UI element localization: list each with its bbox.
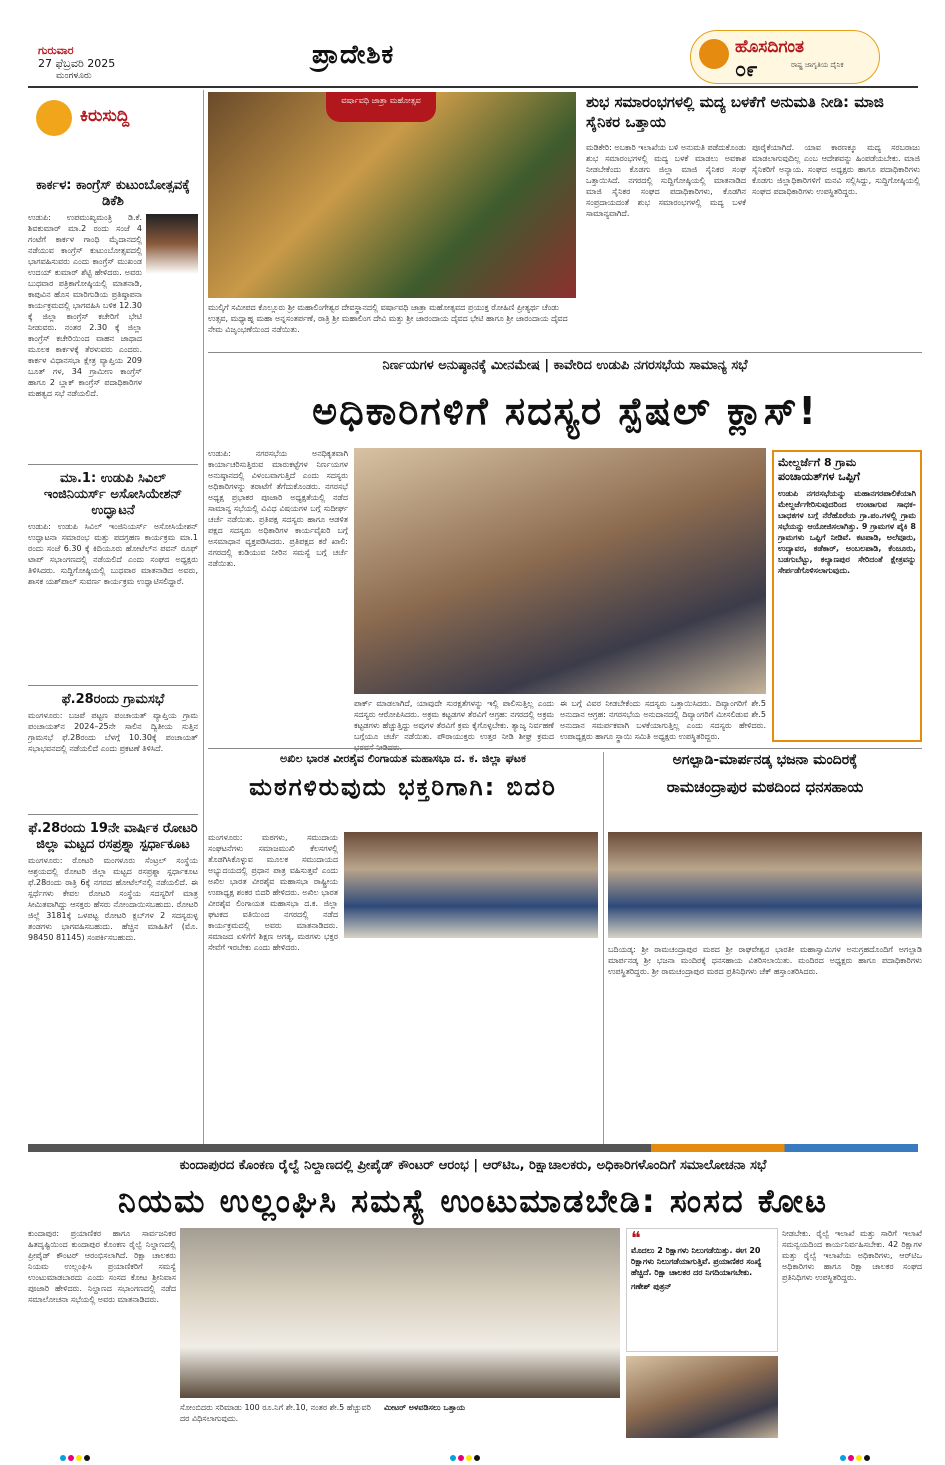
section-title: ಪ್ರಾದೇಶಿಕ [312,40,395,70]
bottom-kicker: ಕುಂದಾಪುರದ ಕೊಂಕಣ ರೈಲ್ವೆ ನಿಲ್ದಾಣದಲ್ಲಿ ಪ್ರೀಪೈಡ್ ಕೌಂಟರ್ ಆರಂಭ | ಆರ್‌ಟಿಒ, ರಿಕ್ಷಾಚಾಲಕರು, ಅಧಿಕಾರಿಗಳೊಂದಿಗೆ ಸಮಾಲೋಚನಾ ಸಭೆ [179,1158,767,1173]
main-body-left: ಉಡುಪಿ: ನಗರಸಭೆಯ ಅನಧಿಕೃತವಾಗಿ ಕಾರ್ಯಾಚರಿಸುತ್ತಿರುವ ಮಾರುಕಟ್ಟೆಗಳ ನಿರ್ಣಯಗಳ ಅನುಷ್ಠಾನದಲ್ಲಿ ವಿಳಂಬವಾಗುತ್ತಿದೆ ಎಂದು ಸದಸ್ಯರು ಅಧಿಕಾರಿಗಳನ್ನು ತರಾಟೆಗೆ ತೆಗೆದುಕೊಂಡರು. ನಗರಸಭೆ ಅಧ್ಯಕ್ಷ ಪ್ರಭಾಕರ ಪೂಜಾರಿ ಅಧ್ಯಕ್ಷತೆಯಲ್ಲಿ ನಡೆದ ಸಾಮಾನ್ಯ ಸಭೆಯಲ್ಲಿ ವಿವಿಧ ವಿಷಯಗಳ ಬಗ್ಗೆ ಸುದೀರ್ಘ ಚರ್ಚೆ ನಡೆಯಿತು. ಪ್ರತಿಪಕ್ಷ ಸದಸ್ಯರು ಹಾಗೂ ಆಡಳಿತ ಪಕ್ಷದ ಸದಸ್ಯರು ಅಧಿಕಾರಿಗಳ ಕಾರ್ಯವೈಖರಿ ಬಗ್ಗೆ ಅಸಮಾಧಾನ ವ್ಯಕ್ತಪಡಿಸಿದರು. ಪ್ರತಿಪಕ್ಷದ ಕರೆ ಖಾಲಿ: ನಗರದಲ್ಲಿ ಕುಡಿಯುವ ನೀರಿನ ಸಮಸ್ಯೆ ಬಗ್ಗೆ ಚರ್ಚೆ ನಡೆಯಿತು. [208,449,348,568]
dateline [38,44,115,83]
page-number: ೦೯ [735,57,758,81]
quote-box [626,1228,778,1352]
mid-right-kicker: ಅಗಲ್ಪಾಡಿ-ಮಾರ್ಪನಡ್ಕ ಭಜನಾ ಮಂದಿರಕ್ಕೆ [672,752,858,768]
brief-body-1: ಉಡುಪಿ: ಉಪಮುಖ್ಯಮಂತ್ರಿ ಡಿ.ಕೆ. ಶಿವಕುಮಾರ್ ಮಾ.2 ರಂದು ಸಂಜೆ 4 ಗಂಟೆಗೆ ಕಾರ್ಕಳ ಗಾಂಧಿ ಮೈದಾನದಲ್ಲಿ ನಡೆಯುವ ಕಾಂಗ್ರೆಸ್ ಕುಟುಂಬೋತ್ಸವದಲ್ಲಿ ಭಾಗವಹಿಸುವರು ಎಂದು ಕಾಂಗ್ರೆಸ್ ಮುಖಂಡ ಉದಯ್ ಕುಮಾರ್ ಶೆಟ್ಟಿ ಹೇಳಿದರು. ಅವರು ಬುಧವಾರ ಪತ್ರಿಕಾಗೋಷ್ಠಿಯಲ್ಲಿ ಮಾತನಾಡಿ, ಕಾಪುವಿನ ಹೊಸ ಮಾರಿಗುಡಿಯ ಪ್ರತಿಷ್ಠಾಪನಾ ಕಾರ್ಯಕ್ರಮದಲ್ಲಿ ಭಾಗವಹಿಸಿ ಬಳಿಕ 12.30 ಕ್ಕೆ ಜಿಲ್ಲಾ ಕಾಂಗ್ರೆಸ್ ಕಚೇರಿಗೆ ಭೇಟಿ ನೀಡುವರು. ನಂತರ 2.30 ಕ್ಕೆ ಜಿಲ್ಲಾ ಕಾಂಗ್ರೆಸ್ ಕಚೇರಿಯಿಂದ ವಾಹನ ಜಾಥಾದ ಮೂಲಕ ಕಾರ್ಕಳಕ್ಕೆ ತೆರಳುವರು ಎಂದರು. ಕಾರ್ಕಳ ವಿಧಾನಸಭಾ ಕ್ಷೇತ್ರ ವ್ಯಾಪ್ತಿಯ 209 ಬೂತ್ ಗಳ, 34 ಗ್ರಾಮೀಣ ಕಾಂಗ್ರೆಸ್ ಹಾಗೂ 2 ಬ್ಲಾಕ್ ಕಾಂಗ್ರೆಸ್ ಪದಾಧಿಕಾರಿಗಳ ಮಹತ್ವದ ಸಭೆ ನಡೆಯಲಿದೆ. [28,213,142,398]
hand-icon [36,100,72,136]
brief-heading-2: ಮಾ.1: ಉಡುಪಿ ಸಿವಿಲ್ ಇಂಜಿನಿಯರ್ಸ್ ಅಸೋಸಿಯೇಶನ್ ಉದ್ಘಾಟನೆ [43,471,183,518]
main-headline: ಅಧಿಕಾರಿಗಳಿಗೆ ಸದಸ್ಯರ ಸ್ಪೆಷಲ್ ಕ್ಲಾಸ್! [312,389,818,433]
brief-heading-4: ಫೆ.28ರಂದು 19ನೇ ವಾರ್ಷಿಕ ರೋಟರಿ ಜಿಲ್ಲಾ ಮಟ್ಟದ ರಸಪ್ರಶ್ನಾ ಸ್ಪರ್ಧಾಕೂಟ [28,821,198,852]
mid-left-body: ಮಂಗಳೂರು: ಮಠಗಳು, ಸಮುದಾಯ ಸಂಘಟನೆಗಳು ಸಮಾಜಮುಖಿ ಕೆಲಸಗಳಲ್ಲಿ ತೊಡಗಿಸಿಕೊಳ್ಳುವ ಮೂಲಕ ಸಮುದಾಯದ ಅಭ್ಯುದಯದಲ್ಲಿ ಪ್ರಧಾನ ಪಾತ್ರ ವಹಿಸುತ್ತವೆ ಎಂದು ಅಖಿಲ ಭಾರತ ವೀರಶೈವ ಮಹಾಸಭಾ ರಾಷ್ಟ್ರೀಯ ಉಪಾಧ್ಯಕ್ಷ ಶಂಕರ ಬಿದರಿ ಹೇಳಿದರು. ಅಖಿಲ ಭಾರತ ವೀರಶೈವ ಲಿಂಗಾಯತ ಮಹಾಸಭಾ ದ.ಕ. ಜಿಲ್ಲಾ ಘಟಕದ ವತಿಯಿಂದ ನಗರದಲ್ಲಿ ನಡೆದ ಕಾರ್ಯಕ್ರಮದಲ್ಲಿ ಅವರು ಮಾತನಾಡಿದರು. ಸಮಾಜದ ಏಳಿಗೆಗೆ ಶಿಕ್ಷಣ ಅಗತ್ಯ, ಮಠಗಳು ಭಕ್ತರ ಸೇವೆಗೆ ಇರಬೇಕು ಎಂದು ಹೇಳಿದರು. [208,833,338,952]
side-box [772,450,922,742]
main-body-mid: ಪಾರ್ಕ್ ಮಾಡಲಾಗಿದೆ, ಯಾವುದೇ ಸುರಕ್ಷತೆಗಳನ್ನು ಇಲ್ಲಿ ಪಾಲಿಸುತ್ತಿಲ್ಲ ಎಂದು ಸದಸ್ಯರು ಆರೋಪಿಸಿದರು. ಅಕ್ರಮ ಕಟ್ಟಡಗಳ ತೆರವಿಗೆ ಆಗ್ರಹ: ನಗರದಲ್ಲಿ ಅಕ್ರಮ ಕಟ್ಟಡಗಳು ಹೆಚ್ಚುತ್ತಿದ್ದು ಅವುಗಳ ತೆರವಿಗೆ ಕ್ರಮ ಕೈಗೊಳ್ಳಬೇಕು. ತ್ಯಾಜ್ಯ ನಿರ್ವಹಣೆ ಬಗ್ಗೆಯೂ ಚರ್ಚೆ ನಡೆಯಿತು. ಪೌರಾಯುಕ್ತರು ಉತ್ತರ ನೀಡಿ ಶೀಘ್ರ ಕ್ರಮದ [354,699,554,741]
council-meeting-photo [354,448,766,694]
column-rule [203,90,204,1148]
mid-right-body: ಬದಿಯಡ್ಕ: ಶ್ರೀ ರಾಮಚಂದ್ರಾಪುರ ಮಠದ ಶ್ರೀ ರಾಘವೇಶ್ವರ ಭಾರತೀ ಮಹಾಸ್ವಾಮಿಗಳ ಅನುಗ್ರಹದೊಂದಿಗೆ ಅಗಲ್ಪಾಡಿ ಮಾರ್ಪನಡ್ಕ ಶ್ರೀ ಭಜನಾ ಮಂದಿರಕ್ಕೆ ಧನಸಹಾಯ ವಿತರಿಸಲಾಯಿತು. ಮಂದಿರದ ಅಧ್ಯಕ್ಷರು ಹಾಗೂ ಪದಾಧಿಕಾರಿಗಳು ಉಪಸ್ಥಿತರಿದ್ದರು. ಶ್ರೀ ರಾಮಚಂದ್ರಾಪುರ ಮಠದ ಪ್ರತಿನಿಧಿಗಳು ಚೆಕ್ ಹಸ್ತಾಂತರಿಸಿದರು. [608,945,922,976]
header-rule [28,86,918,88]
reg-dots-mid [450,1446,482,1465]
bottom-body-right: ನೀಡಬೇಕು. ರೈಲ್ವೆ ಇಲಾಖೆ ಮತ್ತು ಸಾರಿಗೆ ಇಲಾಖೆ ಸಮನ್ವಯದಿಂದ ಕಾರ್ಯನಿರ್ವಹಿಸಬೇಕು. 42 ರಿಕ್ಷಾಗಳ ಮತ್ತು ರೈಲ್ವೆ ಇಲಾಖೆಯ ಅಧಿಕಾರಿಗಳು, ಆರ್‌ಟಿಒ ಅಧಿಕಾರಿಗಳು ಹಾಗೂ ರಿಕ್ಷಾ ಚಾಲಕರ ಸಂಘದ ಪ್ರತಿನಿಧಿಗಳು ಉಪಸ್ಥಿತರಿದ್ದರು. [782,1229,922,1282]
brief-body-2: ಉಡುಪಿ: ಉಡುಪಿ ಸಿವಿಲ್ ಇಂಜಿನಿಯರ್ಸ್ ಅಸೋಸಿಯೇಶನ್ ಉದ್ಘಾಟನಾ ಸಮಾರಂಭ ಮತ್ತು ಪದಗ್ರಹಣ ಕಾರ್ಯಕ್ರಮ ಮಾ.1 ರಂದು ಸಂಜೆ 6.30 ಕ್ಕೆ ಕಿದಿಯೂರು ಹೋಟೆಲ್‌ನ ಪವನ್ ರೂಫ್ ಟಾಪ್ ಸಭಾಂಗಣದಲ್ಲಿ ನಡೆಯಲಿದೆ ಎಂದು ಸಂಘದ ಅಧ್ಯಕ್ಷರು ತಿಳಿಸಿದರು. ಸುದ್ದಿಗೋಷ್ಠಿಯಲ್ಲಿ ಬುಧವಾರ ಮಾತನಾಡಿದ ಅವರು, ಶಾಸಕ ಯಶ್‌ಪಾಲ್ ಸುವರ್ಣ ಕಾರ್ಯಕ್ರಮ ಉದ್ಘಾಟಿಸಲಿದ್ದಾರೆ. [28,522,198,586]
dk-shivakumar-photo [146,214,198,274]
reg-dots-left [60,1446,92,1465]
side-box-body: ಉಡುಪಿ ನಗರಸಭೆಯನ್ನು ಮಹಾನಗರಪಾಲಿಕೆಯಾಗಿ ಮೇಲ್ದರ್ಜೆಗೇರಿಸುವುದರಿಂದ ಉಂಟಾಗುವ ಸಾಧಕ-ಬಾಧಕಗಳ ಬಗ್ಗೆ ನೆರೆಹೊರೆಯ ಗ್ರಾ.ಪಂ.ಗಳಲ್ಲಿ ಗ್ರಾಮ ಸಭೆಯನ್ನು ಆಯೋಜಿಸಲಾಗಿತ್ತು. 9 ಗ್ರಾಮಗಳ ಪೈಕಿ 8 ಗ್ರಾಮಗಳು ಒಪ್ಪಿಗೆ ನೀಡಿವೆ. ಕಟಪಾಡಿ, ಅಲೆವೂರು, ಉದ್ಯಾವರ, ಕಡೆಕಾರ್, ಅಂಬಲಪಾಡಿ, ಕೆಂಜೂರು, ಬಡಗುಬೆಟ್ಟು, ಕಲ್ಯಾಣಪುರ ಸೇರಿದಂತೆ ಕ್ಷೇತ್ರವನ್ನು ಸೇರ್ಪಡೆಗೊಳಿಸಲಾಗುವುದು. [778,489,916,575]
reg-dots-right [840,1446,872,1465]
bottom-caption-2: ಮೀಟರ್ ಅಳವಡಿಸಲು ಒತ್ತಾಯ [384,1403,466,1412]
top-right-headline: ಶುಭ ಸಮಾರಂಭಗಳಲ್ಲಿ ಮದ್ಯ ಬಳಕೆಗೆ ಅನುಮತಿ ನೀಡಿ: ಮಾಜಿ ಸೈನಿಕರ ಒತ್ತಾಯ [586,93,884,131]
brief-body-3: ಮಂಗಳೂರು: ಬಜಪೆ ಪಟ್ಟಣ ಪಂಚಾಯತ್ ವ್ಯಾಪ್ತಿಯ ಗ್ರಾಮ ಪಂಚಾಯತ್‌ನ 2024–25ನೇ ಸಾಲಿನ ದ್ವಿತೀಯ ಸುತ್ತಿನ ಗ್ರಾಮಸಭೆ ಫೆ.28ರಂದು ಬೆಳಗ್ಗೆ 10.30ಕ್ಕೆ ಪಂಚಾಯತ್ ಸಭಾಭವನದಲ್ಲಿ ನಡೆಯಲಿದೆ ಎಂದು ಪ್ರಕಟಣೆ ತಿಳಿಸಿದೆ. [28,711,198,753]
bottom-body-left: ಕುಂದಾಪುರ: ಪ್ರಯಾಣಿಕರ ಹಾಗೂ ಸಾರ್ವಜನಿಕರ ಹಿತದೃಷ್ಟಿಯಿಂದ ಕುಂದಾಪುರ ಕೊಂಕಣ ರೈಲ್ವೆ ನಿಲ್ದಾಣದಲ್ಲಿ ಪ್ರೀಪೈಡ್ ಕೌಂಟರ್ ಆರಂಭಿಸಲಾಗಿದೆ. ರಿಕ್ಷಾ ಚಾಲಕರು ನಿಯಮ ಉಲ್ಲಂಘಿಸಿ ಪ್ರಯಾಣಿಕರಿಗೆ ಸಮಸ್ಯೆ ಉಂಟುಮಾಡಬಾರದು ಎಂದು ಸಂಸದ ಕೋಟ ಶ್ರೀನಿವಾಸ ಪೂಜಾರಿ ಹೇಳಿದರು. ನಿಲ್ದಾಣದ ಸಭಾಂಗಣದಲ್ಲಿ ನಡೆದ ಸಮಾಲೋಚನಾ ಸಭೆಯಲ್ಲಿ ಅವರು ಮಾತನಾಡಿದರು. [28,1229,176,1304]
day: ಗುರುವಾರ [38,44,74,57]
date: 27 ಫೆಬ್ರವರಿ 2025 [38,57,116,70]
logo-mark-icon [699,39,729,69]
bottom-caption-1: ಸೋಂಬಿದರು ಸರಿಮಾಡು 100 ರೂ.ನಿಗೆ ಶೇ.10, ನಂತರ ಶೇ.5 ಹೆಚ್ಚುವರಿ ದರ ವಿಧಿಸಲಾಗುವುದು. [180,1403,371,1423]
bhajana-mandira-photo [608,832,922,938]
meeting-photo [180,1228,620,1398]
mid-left-headline: ಮಠಗಳಿರುವುದು ಭಕ್ತರಿಗಾಗಿ: ಬಿದರಿ [249,773,557,801]
column-rule-2 [603,752,604,1148]
left-column [28,176,198,1105]
top-right-body-1: ಮಡಿಕೇರಿ: ಅಬಕಾರಿ ಇಲಾಖೆಯ ಬಳಿ ಅನುಮತಿ ಪಡೆದುಕೊಂಡು ಶುಭ ಸಮಾರಂಭಗಳಲ್ಲಿ ಮದ್ಯ ಬಳಕೆ ಮಾಡಲು ಅವಕಾಶ ನೀಡಬೇಕೆಂದು ಕೊಡಗು ಜಿಲ್ಲಾ ಮಾಜಿ ಸೈನಿಕರ ಸಂಘ ಒತ್ತಾಯಿಸಿದೆ. ನಗರದಲ್ಲಿ ಸುದ್ದಿಗೋಷ್ಠಿಯಲ್ಲಿ ಮಾತನಾಡಿದ ಮಾಜಿ ಸೈನಿಕರ ಸಂಘದ ಪದಾಧಿಕಾರಿಗಳು, ಕೊಡಗಿನ ಸಂಪ್ರದಾಯದಂತೆ ಶುಭ ಸಮಾರಂಭಗಳಲ್ಲಿ ಮದ್ಯ ಬಳಕೆ ಸಾಮಾನ್ಯವಾಗಿದೆ. [586,143,746,218]
kiru-suddi-header [28,98,198,142]
brief-heading-1: ಕಾರ್ಕಳ: ಕಾಂಗ್ರೆಸ್ ಕುಟುಂಬೋತ್ಸವಕ್ಕೆ ಡಿಕೆಶಿ [36,178,190,209]
side-box-heading: ಮೇಲ್ದರ್ಜೆಗೆ 8 ಗ್ರಾಮ ಪಂಚಾಯತ್‌ಗಳ ಒಪ್ಪಿಗೆ [778,456,860,483]
mid-left-kicker: ಅಖಿಲ ಭಾರತ ವೀರಶೈವ ಲಿಂಗಾಯತ ಮಹಾಸಭಾ ದ. ಕ. ಜಿಲ್ಲಾ ಘಟಕ [280,752,526,765]
brief-heading-3: ಫೆ.28ರಂದು ಗ್ರಾಮಸಭೆ [61,692,165,707]
photo-badge: ವರ್ಷಾವಧಿ ಜಾತ್ರಾ ಮಹೋತ್ಸವ [326,92,436,122]
top-right-body-2: ಪೂರೈಕೆಯಾಗಿದೆ. ಯಾವ ಕಾರಣಕ್ಕೂ ಮದ್ಯ ಸರಬರಾಜು ಮಾಡಲಾಗುವುದಿಲ್ಲ ಎಂಬ ಆದೇಶವನ್ನು ಹಿಂಪಡೆಯಬೇಕು. ಮಾಜಿ ಸೈನಿಕರಿಗೆ ಅನ್ಯಾಯ. ಸಂಘದ ಅಧ್ಯಕ್ಷರು ಹಾಗೂ ಪದಾಧಿಕಾರಿಗಳು ಕೊಡಗು ಜಿಲ್ಲಾಧಿಕಾರಿಗಳಿಗೆ ಮನವಿ ಸಲ್ಲಿಸಿದ್ದು, ಸುದ್ದಿಗೋಷ್ಠಿಯಲ್ಲಿ ಸಂಘದ ಪದಾಧಿಕಾರಿಗಳು ಉಪಸ್ಥಿತರಿದ್ದರು. [752,143,920,196]
main-kicker: ನಿರ್ಣಯಗಳ ಅನುಷ್ಠಾನಕ್ಕೆ ಮೀನಮೇಷ | ಕಾವೇರಿದ ಉಡುಪಿ ನಗರಸಭೆಯ ಸಾಮಾನ್ಯ ಸಭೆ [382,358,748,373]
brief-body-4: ಮಂಗಳೂರು: ರೋಟರಿ ಮಂಗಳೂರು ಸೆಂಟ್ರಲ್ ಸಂಸ್ಥೆಯ ಆಶ್ರಯದಲ್ಲಿ ರೋಟರಿ ಜಿಲ್ಲಾ ಮಟ್ಟದ ರಸಪ್ರಶ್ನಾ ಸ್ಪರ್ಧಾಕೂಟ ಫೆ.28ರಂದು ರಾತ್ರಿ 6ಕ್ಕೆ ನಗರದ ಹೋಟೆಲ್‌ನಲ್ಲಿ ನಡೆಯಲಿದೆ. ಈ ಸ್ಪರ್ಧೆಗಳು ಕೇವಲ ರೋಟರಿ ಸಂಸ್ಥೆಯ ಸದಸ್ಯರಿಗೆ ಮಾತ್ರ ಸೀಮಿತವಾಗಿದ್ದು ಆಸಕ್ತರು ಹೆಸರು ನೋಂದಾಯಿಸಬಹುದು. ರೋಟರಿ ಜಿಲ್ಲೆ 3181ಕ್ಕೆ ಒಳಪಟ್ಟ ರೋಟರಿ ಕ್ಲಬ್‌ಗಳ 2 ಸದಸ್ಯರುಳ್ಳ ತಂಡಗಳು ಭಾಗವಹಿಸಬಹುದು. ಹೆಚ್ಚಿನ ಮಾಹಿತಿಗೆ (ಮೊ. 98450 81145) ಸಂಪರ್ಕಿಸಬಹುದು. [28,856,198,942]
jatra-photo [208,92,576,298]
mahasabha-photo [344,832,598,938]
mid-right-headline: ರಾಮಚಂದ್ರಾಪುರ ಮಠದಿಂದ ಧನಸಹಾಯ [666,778,864,796]
bottom-headline: ನಿಯಮ ಉಲ್ಲಂಘಿಸಿ ಸಮಸ್ಯೆ ಉಂಟುಮಾಡಬೇಡಿ: ಸಂಸದ ಕೋಟ [117,1182,829,1220]
quote-mark-icon: ❝ [631,1228,641,1249]
logo-tagline: ರಾಷ್ಟ್ರ ಜಾಗೃತಿಯ ದೈನಿಕ [791,61,844,69]
masthead-logo [690,30,880,84]
city: ಮಂಗಳೂರು [56,71,92,81]
quote-photo [626,1356,778,1438]
kiru-title: ಕಿರುಸುದ್ದಿ [80,106,130,126]
quote-author: ಗಣೇಶ್ ಪುತ್ರನ್ [631,1282,672,1291]
logo-name: ಹೊಸದಿಗಂತ [735,37,805,57]
main-body-right: ಈ ಬಗ್ಗೆ ವಿವರ ನೀಡಬೇಕೆಂದು ಸದಸ್ಯರು ಒತ್ತಾಯಿಸಿದರು. ದಿವ್ಯಾಂಗರಿಗೆ ಶೇ.5 ಅನುದಾನ ಆಗ್ರಹ: ನಗರಸಭೆಯ ಅನುದಾನದಲ್ಲಿ ದಿವ್ಯಾಂಗರಿಗೆ ಮೀಸಲಿಡುವ ಶೇ.5 ಅನುದಾನ ಸಮರ್ಪಕವಾಗಿ ಬಳಕೆಯಾಗುತ್ತಿಲ್ಲ ಎಂದು ಸದಸ್ಯರು ಹೇಳಿದರು. ಉಪಾಧ್ಯಕ್ಷರು ಹಾಗೂ ಸ್ಥಾಯಿ ಸಮಿತಿ ಅಧ್ಯಕ್ಷರು ಉಪಸ್ಥಿತರಿದ್ದರು. [560,699,766,741]
quote-text: ಮೊದಲು 2 ರಿಕ್ಷಾಗಳು ನಿಲುಗಡೆಯಿತ್ತು. ಈಗ 20 ರಿಕ್ಷಾಗಳು ನಿಲುಗಡೆಯಾಗುತ್ತಿವೆ. ಪ್ರಯಾಣಿಕರ ಸಂಖ್ಯೆ ಹೆಚ್ಚಿದೆ. ರಿಕ್ಷಾ ಚಾಲಕರ ದರ ನಿಗದಿಯಾಗಬೇಕು. [631,1246,762,1277]
section-divider [28,1144,918,1152]
jatra-caption: ಮುಲ್ಕಿಗೆ ಸಮೀಪದ ಕೊಲ್ಲೂರು ಶ್ರೀ ಮಹಾಲಿಂಗೇಶ್ವರ ದೇವಸ್ಥಾನದಲ್ಲಿ ವರ್ಷಾವಧಿ ಜಾತ್ರಾ ಮಹೋತ್ಸವದ ಪ್ರಯುಕ್ತ ರೋಹಿಣಿ ಪ್ರೀತ್ಯರ್ಥ ಚೆಂಡು ಉತ್ಸವ, ಮಧ್ಯಾಹ್ನ ಮಹಾ ಅನ್ನಸಂತರ್ಪಣೆ, ರಾತ್ರಿ ಶ್ರೀ ಮಹಾಲಿಂಗ ದೇವಿ ಮತ್ತು ಶ್ರೀ ಜಾರಂದಾಯ ದೈವದ ಭೇಟಿ ಹಾಗೂ ಶ್ರೀ ಜಾರಂದಾಯ ದೈವದ ನೇಮ ವಿಜೃಂಭಣೆಯಿಂದ ನಡೆಯಿತು. [208,303,568,334]
